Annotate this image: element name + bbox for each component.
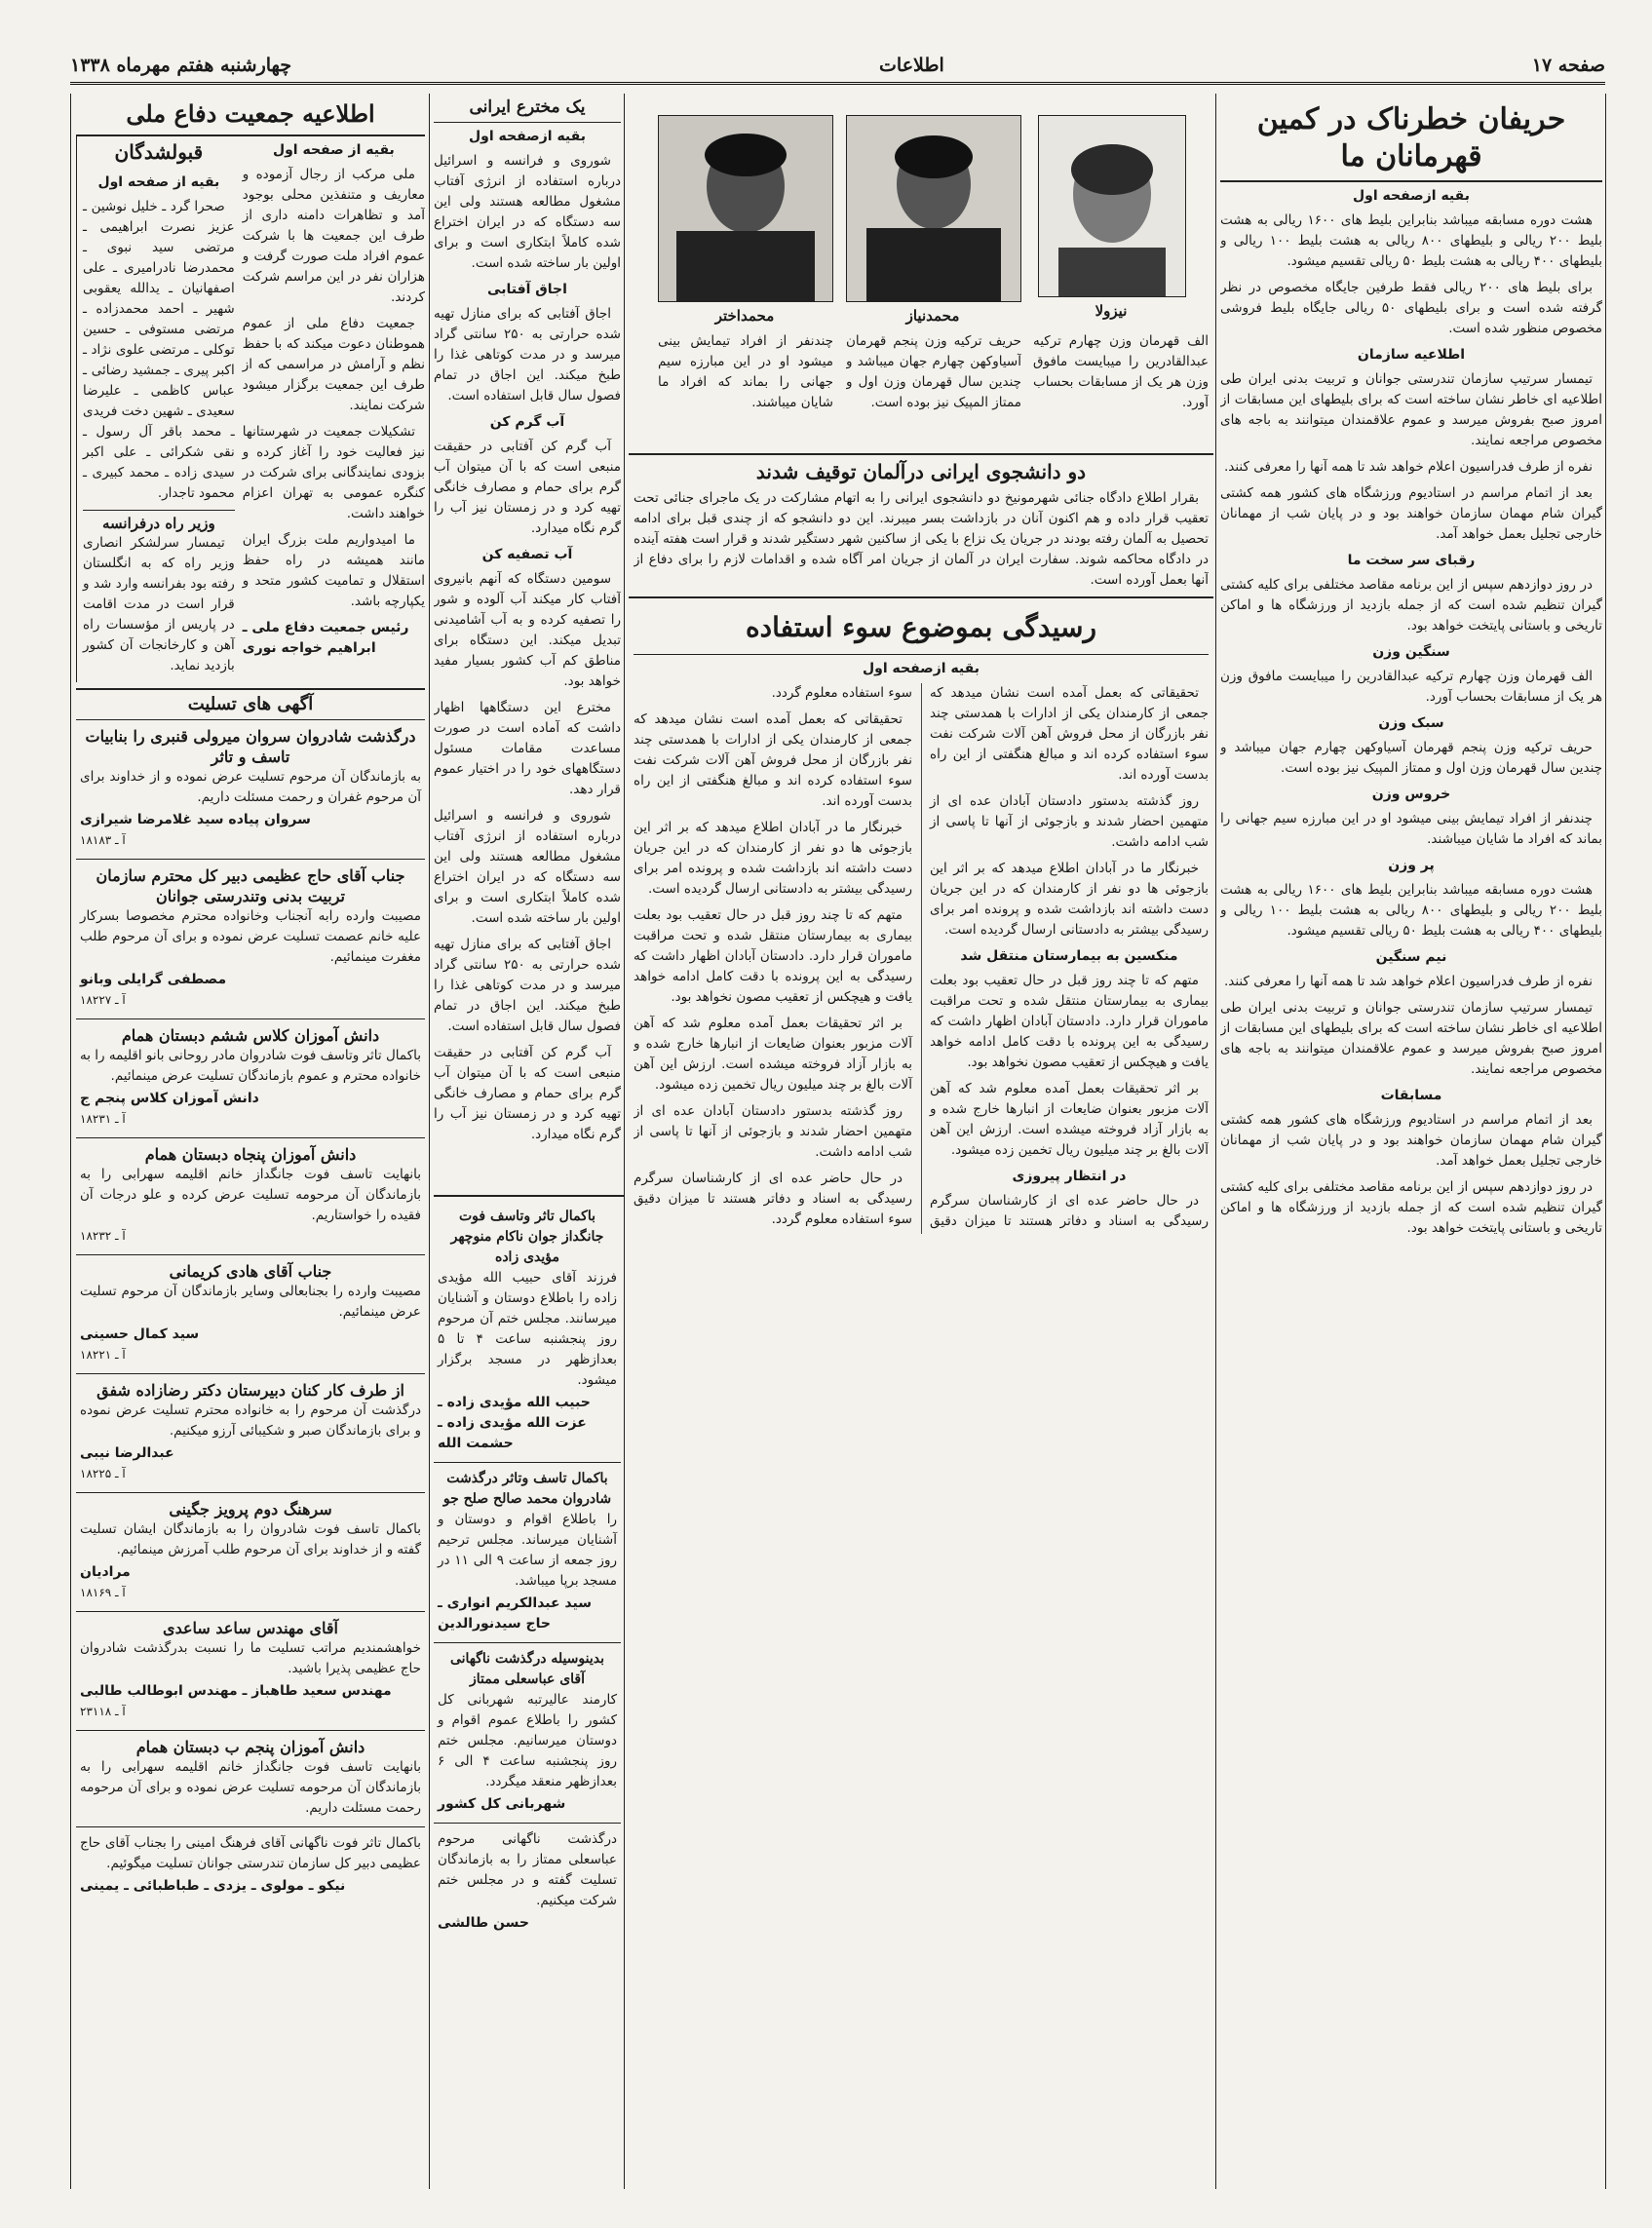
- notice: [434, 1201, 621, 1463]
- notice-text: درگذشت ناگهانی مرحوم عباسعلی ممتاز را به بازماندگان تسلیت گفته و در مجلس ختم شرکت میکنیم.: [438, 1831, 617, 1908]
- sports-subhead: اطلاعیه سازمان: [1357, 347, 1466, 363]
- divider: [629, 596, 1213, 598]
- accepted-names: صحرا گرد ـ خلیل نوشین ـ عزیز نصرت ابراهیمی ـ مرتضی سید نبوی ـ محمدرضا نادرامیری ـ علی اصفهانیان ـ یدالله یعقوبی شهیر ـ احمد محمدزاده ـ مرتضی مستوفی ـ حسین توکلی ـ مرتضی علوی نژاد ـ اکبر پیری ـ جمشید رضائی ـ عباس کاظمی ـ علیرضا سعیدی ـ شهین دخت فریدی ـ محمد باقر آل رسول ـ نقی شکرائی ـ علی اکبر سیدی زاده ـ محمد کبیری ـ محمود تاجدار.: [83, 199, 235, 501]
- wrestler-portrait-icon: [659, 116, 832, 301]
- left-column: [76, 94, 425, 2189]
- invention-subhead: آب تصفیه کن: [481, 547, 573, 563]
- abuse-paragraph: روز گذشته بدستور دادستان آبادان عده ای از متهمین احضار شدند و بازجوئی از آنها تا پاسی از شب ادامه داشت.: [634, 1103, 912, 1160]
- notice-signature: عبدالرضا نیبی: [80, 1445, 174, 1462]
- abuse-paragraph: تحقیقاتی که بعمل آمده است نشان میدهد که جمعی از کارمندان یکی از ادارات با همدستی چند نفر بازرگان از محل فروش آهن آلات شرکت نفت سوء استفاده کرده اند و مبالغ هنگفتی از این راه بدست آورده اند.: [634, 711, 912, 809]
- notice: [434, 1463, 621, 1643]
- invention-paragraph: اجاق آفتابی که برای منازل تهیه شده حرارتی به ۲۵۰ سانتی گراد میرسد و در مدت کوتاهی غذا را طبخ میکند. این اجاق در تمام فصول سال قابل استفاده است.: [434, 306, 621, 404]
- caption-text: الف قهرمان وزن چهارم ترکیه عبدالقادرین را میبایست مافوق وزن هر یک از مسابقات بحساب آورد.: [1033, 333, 1209, 410]
- notice-code: آ ـ ۱۸۱۶۹: [80, 1586, 126, 1600]
- abuse-paragraph: متهم که تا چند روز قبل در حال تعقیب بود بعلت بیماری به بیمارستان منتقل شده و تحت مراقبت ماموران قرار دارد. دادستان آبادان اظهار داشت که رسیدگی به این پرونده با دقت کامل ادامه خواهد یافت و هیچکس از تعقیب مصون نخواهد بود.: [634, 907, 912, 1005]
- abuse-paragraph: بر اثر تحقیقات بعمل آمده معلوم شد که آهن آلات مزبور بعنوان ضایعات از انبارها خارج شده و به بازار آزاد فروخته میشده است. ارزش این آهن آلات بالغ بر چند میلیون ریال تخمین زده میشود.: [930, 1081, 1209, 1158]
- notice-title: از طرف کار کنان دبیرستان دکتر رضازاده شفق: [96, 1381, 404, 1401]
- sports-paragraph: بعد از اتمام مراسم در استادیوم ورزشگاه های کشور همه کشتی گیران شام مهمان سازمان خواهند بود و در پایان شب از مهمانان خارجی تجلیل بعمل خواهد آمد.: [1220, 1112, 1602, 1169]
- paper-name: اطلاعات: [879, 55, 944, 76]
- defense-paragraph: جمعیت دفاع ملی از عموم هموطنان دعوت میکند که با حفظ نظم و آرامش در مراسمی که از طرف این جمعیت برگزار میشود شرکت نمایند.: [242, 316, 425, 413]
- defense-paragraph: ملی مرکب از رجال آزموده و معاریف و متنفذین محلی بوجود آمد و تظاهرات دامنه داری از طرف این جمعیت ها با شرکت عموم افراد ملت صورت گرفت و هزاران نفر در این مراسم شرکت کردند.: [242, 167, 425, 305]
- sports-paragraph: نفره از طرف فدراسیون اعلام خواهد شد تا همه آنها را معرفی کنند.: [1223, 459, 1593, 475]
- notice-text: باکمال تاثر فوت ناگهانی آقای فرهنگ امینی را بجناب آقای حاج عظیمی دبیر کل سازمان تندرستی جوانان تسلیت میگوئیم.: [80, 1835, 421, 1872]
- abuse-subhead: منکسین به بیمارستان منتقل شد: [960, 948, 1178, 964]
- abuse-paragraph: در حال حاضر عده ای از کارشناسان سرگرم رسیدگی به اسناد و دفاتر هستند تا میزان دقیق سوء استفاده معلوم گردد.: [634, 1171, 912, 1227]
- invention-subhead: اجاق آفتابی: [487, 282, 567, 298]
- invention-continuation: بقیه ازصفحه اول: [469, 129, 586, 145]
- notice-signature: حسن طالشی: [438, 1915, 529, 1931]
- notice-signature: حبیب الله مؤیدی زاده ـ عزت الله مؤیدی زاده ـ حشمت الله: [438, 1395, 591, 1451]
- abuse-paragraph: روز گذشته بدستور دادستان آبادان عده ای از متهمین احضار شدند و بازجوئی از آنها تا پاسی از شب ادامه داشت.: [930, 793, 1209, 850]
- sports-paragraph: هشت دوره مسابقه میباشد بنابراین بلیط های ۱۶۰۰ ریالی به هشت بلیط ۲۰۰ ریالی و بلیطهای ۸۰۰ ریالی به هشت بلیط ۱۰۰ ریالی و بلیطهای ۴۰۰ ریالی به هشت بلیط ۵۰ ریالی تقسیم میشود.: [1220, 882, 1602, 939]
- notice-title: جناب آقای حاج عظیمی دبیر کل محترم سازمان تربیت بدنی وتندرستی جوانان: [96, 866, 405, 906]
- notice-code: آ ـ ۱۸۲۲۵: [80, 1467, 126, 1481]
- notice-text: باکمال تاثر وتاسف فوت شادروان مادر روحانی بانو اقلیمه را به خانواده محترم و عموم بازماندگان تسلیت عرض مینمائیم.: [79, 1048, 421, 1085]
- notice-title: جناب آقای هادی کریمانی: [169, 1262, 332, 1282]
- arrest-headline: دو دانشجوی ایرانی درآلمان توقیف شدند: [755, 460, 1087, 483]
- notice-code: آ ـ ۱۸۲۳۱: [80, 1112, 126, 1127]
- condolence-notice: [76, 1493, 425, 1612]
- condolence-notice: [76, 1255, 425, 1374]
- divider: [629, 453, 1213, 455]
- page-number: صفحه ۱۷: [1531, 55, 1605, 76]
- notice-signature: مصطفی گرایلی وبانو: [80, 972, 227, 988]
- sports-subhead: سنگین وزن: [1372, 644, 1450, 660]
- notice-title: سرهنگ دوم پرویز جگینی: [169, 1500, 332, 1519]
- notice-title: آقای مهندس ساعد ساعدی: [163, 1619, 338, 1638]
- sports-paragraph: در روز دوازدهم سپس از این برنامه مقاصد مختلفی برای کلیه کشتی گیران تنظیم شده است که از جمله بازدید از ورزشگاه ها و اماکن تاریخی و باستانی پایتخت خواهد بود.: [1220, 577, 1602, 634]
- invention-paragraph: شوروی و فرانسه و اسرائیل درباره استفاده از انرژی آفتاب مشغول مطالعه هستند ولی این سه دستگاه که در ایران اختراع شده کاملاً ابتکاری است و برای اولین بار ساخته شده است.: [434, 808, 621, 927]
- sports-column: [1220, 94, 1602, 2189]
- column-rule: [70, 94, 71, 2189]
- abuse-paragraph: در حال حاضر عده ای از کارشناسان سرگرم رسیدگی به اسناد و دفاتر هستند تا میزان دقیق سوء استفاده معلوم گردد.: [771, 685, 1209, 1229]
- sports-paragraph: هشت دوره مسابقه میباشد بنابراین بلیط های ۱۶۰۰ ریالی به هشت بلیط ۲۰۰ ریالی و بلیطهای ۸۰۰ ریالی به هشت بلیط ۱۰۰ ریالی و بلیطهای ۴۰۰ ریالی به هشت بلیط ۵۰ ریالی تقسیم میشود.: [1220, 212, 1602, 269]
- notice-title: باکمال تاسف وتاثر درگذشت شادروان محمد صالح صلح جو: [442, 1471, 612, 1507]
- notice-signature: مهندس سعید طاهباز ـ مهندس ابوطالب طالبی: [80, 1683, 392, 1700]
- notice-code: آ ـ ۱۸۲۳۲: [80, 1229, 126, 1244]
- notice-signature: نیکو ـ مولوی ـ یزدی ـ طباطبائی ـ یمینی: [80, 1878, 346, 1895]
- notice-code: آ ـ ۲۳۱۱۸: [80, 1705, 126, 1719]
- condolence-notice: [76, 1138, 425, 1255]
- notice-text: باکمال تاسف فوت شادروان را به بازماندگان ایشان تسلیت گفته و از خداوند برای آن مرحوم طلب آمرزش مینمائیم.: [80, 1521, 421, 1558]
- page-header: [70, 49, 1605, 85]
- accepted-continuation: بقیه از صفحه اول: [97, 174, 220, 190]
- sports-paragraph: حریف ترکیه وزن پنجم قهرمان آسیاوکهن چهارم جهان میباشد و چندین سال قهرمان وزن اول و ممتاز المپیک نیز بوده است.: [1220, 740, 1602, 776]
- wrestler-photo: [846, 115, 1021, 302]
- sports-subhead: رقبای سر سخت ما: [1347, 553, 1476, 568]
- notice-code: آ ـ ۱۸۲۲۱: [80, 1348, 126, 1363]
- sports-paragraph: برای بلیط های ۲۰۰ ریالی فقط طرفین جایگاه مخصوص در نظر گرفته شده است و برای بلیطهای ۵۰ ریالی جایگاه بلیط فروشی مخصوص منظور شده است.: [1220, 280, 1602, 336]
- minister-body: تیمسار سرلشکر انصاری وزیر راه که به انگلستان رفته بود بفرانسه وارد شد و قرار است در مدت اقامت در پاریس از مؤسسات راه آهن و کارخانجات آن کشور بازدید نماید.: [83, 534, 235, 673]
- notice-title: دانش آموزان کلاس ششم دبستان همام: [121, 1026, 380, 1046]
- abuse-paragraph: خبرنگار ما در آبادان اطلاع میدهد که بر اثر این بازجوئی ها دو نفر از کارمندان که در این جریان دست داشته اند بازداشت شده و پرونده امر برای رسیدگی بیشتر به دادستانی ارسال گردیده است.: [634, 820, 912, 897]
- invention-paragraph: سومین دستگاه که آنهم بانیروی آفتاب کار میکند آب آلوده و شور را تصفیه کرده و به آب آشامیدنی تبدیل میکند. این دستگاه برای مناطق کم آب کشور بسیار مفید خواهد بود.: [434, 571, 621, 690]
- middle-notices: [434, 1201, 621, 2189]
- abuse-subhead: در انتظار پیروزی: [1012, 1169, 1127, 1184]
- notice-text: را باطلاع اقوام و دوستان و آشنایان میرساند. مجلس ترحیم روز جمعه از ساعت ۹ الی ۱۱ در مسجد برپا میباشد.: [438, 1512, 617, 1589]
- sports-paragraph: نفره از طرف فدراسیون اعلام خواهد شد تا همه آنها را معرفی کنند.: [1223, 974, 1593, 989]
- sports-subhead: نیم سنگین: [1375, 949, 1447, 965]
- sports-paragraph: در روز دوازدهم سپس از این برنامه مقاصد مختلفی برای کلیه کشتی گیران تنظیم شده است که از جمله بازدید از ورزشگاه ها و اماکن تاریخی و باستانی پایتخت خواهد بود.: [1220, 1179, 1602, 1236]
- condolences-title: آگهی های تسلیت: [76, 688, 425, 721]
- notice-signature: سروان پیاده سید غلامرضا شیرازی: [80, 812, 311, 828]
- condolence-notice: [76, 720, 425, 860]
- column-rule: [1605, 94, 1606, 2189]
- abuse-paragraph: تحقیقاتی که بعمل آمده است نشان میدهد که جمعی از کارمندان یکی از ادارات با همدستی چند نفر بازرگان از محل فروش آهن آلات شرکت نفت سوء استفاده کرده اند و مبالغ هنگفتی از این راه بدست آورده اند.: [930, 685, 1209, 783]
- notice-title: باکمال تاثر وتاسف فوت جانگداز جوان ناکام منوچهر مؤیدی زاده: [450, 1209, 604, 1265]
- defense-paragraph: ما امیدواریم ملت بزرگ ایران مانند همیشه در راه حفظ استقلال و تمامیت کشور متحد و یکپارچه باشد.: [242, 532, 425, 609]
- notice-text: کارمند عالیرتبه شهربانی کل کشور را باطلاع عموم اقوام و دوستان میرسانیم. مجلس ختم روز پنجشنبه ساعت ۴ الی ۶ بعدازظهر منعقد میگردد.: [438, 1692, 617, 1789]
- sports-subhead: پر وزن: [1388, 858, 1435, 873]
- invention-paragraph: آب گرم کن آفتابی در حقیقت منبعی است که با آن میتوان آب گرم برای حمام و مصارف خانگی تهیه کرد و در زمستان نیز آب را گرم نگاه میدارد.: [434, 1045, 621, 1143]
- defense-text: [243, 136, 425, 682]
- sports-paragraph: تیمسار سرتیپ سازمان تندرستی جوانان و تربیت بدنی ایران طی اطلاعیه ای خاطر نشان ساخته است که برای بلیطهای این مسابقات از امروز صبح بفروش میرسد و عموم علاقمندان میتوانند به باجه های مخصوص مراجعه نمایند.: [1220, 1000, 1602, 1077]
- notice-signature: سید کمال حسینی: [80, 1326, 200, 1343]
- column-rule: [429, 94, 430, 2189]
- invention-headline: یک مخترع ایرانی: [434, 94, 621, 123]
- caption-text: چندنفر از افراد تیمایش بینی میشود او در این مبارزه سیم جهانی را بماند که افراد ما شایان میباشند.: [658, 333, 833, 410]
- invention-paragraph: شوروی و فرانسه و اسرائیل درباره استفاده از انرژی آفتاب مشغول مطالعه هستند ولی این سه دستگاه که در ایران اختراع شده کاملاً ابتکاری است و برای اولین بار ساخته شده است.: [434, 153, 621, 272]
- notice-title: دانش آموزان پنجم ب دبستان همام: [135, 1738, 365, 1757]
- invention-subhead: آب گرم کن: [489, 414, 565, 431]
- caption-text: حریف ترکیه وزن پنجم قهرمان آسیاوکهن چهارم جهان میباشد و چندین سال قهرمان وزن اول و ممتاز المپیک نیز بوده است.: [846, 333, 1021, 410]
- condolence-notice: [76, 1019, 425, 1138]
- column-rule: [1215, 94, 1216, 2189]
- notice-signature: مرادیان: [80, 1564, 131, 1581]
- abuse-story: [634, 602, 1209, 2189]
- wrestler-portrait-icon: [847, 116, 1020, 301]
- minister-headline: وزیر راه درفرانسه: [83, 510, 235, 533]
- abuse-columns: [634, 683, 1209, 1234]
- sports-subhead: مسابقات: [1380, 1088, 1442, 1103]
- notice-title: بدینوسیله درگذشت ناگهانی آقای عباسعلی ممتاز: [449, 1651, 605, 1687]
- notice-text: فرزند آقای حبیب الله مؤیدی زاده را باطلاع دوستان و آشنایان میرسانند. مجلس ختم آن مرحوم روز پنجشنبه ساعت ۴ تا ۵ بعدازظهر در مسجد برگزار میشود.: [438, 1270, 617, 1388]
- wrestler-portrait-icon: [1039, 116, 1185, 296]
- notice-signature: دانش آموزان کلاس پنجم ج: [80, 1091, 259, 1107]
- sports-paragraph: چندنفر از افراد تیمایش بینی میشود او در این مبارزه سیم جهانی را بماند که افراد ما شایان میباشند.: [1220, 811, 1602, 847]
- defense-block: [76, 136, 425, 682]
- condolence-notice: [76, 860, 425, 1019]
- invention-paragraph: مخترع این دستگاهها اظهار داشت که آماده است در صورت مساعدت مقامات مسئول دستگاههای خود را در اختیار عموم قرار دهد.: [434, 700, 621, 798]
- abuse-headline: رسیدگی بموضوع سوء استفاده: [634, 602, 1209, 655]
- arrest-body: بقرار اطلاع دادگاه جنائی شهرمونیخ دو دانشجوی ایرانی را به اتهام مشارکت در یک ماجرای جنائی تحت تعقیب قرار داده و هم اکنون آنان در بازداشت بسر میبرند. این دو دانشجو که از چندی قبل برای ادامه تحصیل به آلمان رفته بودند در جریان یک نزاع با یکی از ساکنین شهر دستگیر شدند و قرار است هفته آینده در دادگاه محاکمه شوند. سفارت ایران در آلمان از جریان امر آگاه شده و اقدامات لازم را برای دفاع از آنها بعمل آورده است.: [634, 490, 1209, 588]
- abuse-continuation: بقیه ازصفحه اول: [863, 661, 980, 676]
- invention-paragraph: آب گرم کن آفتابی در حقیقت منبعی است که با آن میتوان آب گرم برای حمام و مصارف خانگی تهیه کرد و در زمستان نیز آب را گرم نگاه میدارد.: [434, 439, 621, 537]
- accepted-block: [76, 136, 235, 682]
- sports-headline: حریفان خطرناک در کمین قهرمانان ما: [1220, 94, 1602, 182]
- condolence-notice: [76, 1827, 425, 1904]
- photo-caption: محمداختر: [714, 307, 775, 325]
- sports-paragraph: تیمسار سرتیپ سازمان تندرستی جوانان و تربیت بدنی ایران طی اطلاعیه ای خاطر نشان ساخته است که برای بلیطهای این مسابقات از امروز صبح بفروش میرسد و عموم علاقمندان میتوانند به باجه های مخصوص مراجعه نمایند.: [1220, 371, 1602, 448]
- notice-signature: سید عبدالکریم انواری ـ حاج سیدنورالدین: [438, 1595, 593, 1632]
- column-rule: [624, 94, 625, 2189]
- abuse-paragraph: خبرنگار ما در آبادان اطلاع میدهد که بر اثر این بازجوئی ها دو نفر از کارمندان که در این جریان دست داشته اند بازداشت شده و پرونده امر برای رسیدگی بیشتر به دادستانی ارسال گردیده است.: [930, 861, 1209, 938]
- notice-text: بانهایت تاسف فوت جانگداز خانم اقلیمه سهرابی را به بازماندگان آن مرحومه تسلیت عرض نموده و برای آن مرحومه رحمت مسئلت داریم.: [80, 1759, 421, 1817]
- sports-subhead: خروس وزن: [1371, 787, 1451, 802]
- invention-column: [434, 94, 621, 1190]
- divider: [434, 1195, 624, 1197]
- condolence-notice: [76, 1612, 425, 1731]
- invention-paragraph: اجاق آفتابی که برای منازل تهیه شده حرارتی به ۲۵۰ سانتی گراد میرسد و در مدت کوتاهی غذا را طبخ میکند. این اجاق در تمام فصول سال قابل استفاده است.: [434, 937, 621, 1035]
- notice-code: آ ـ ۱۸۱۸۳: [80, 833, 126, 848]
- condolence-notice: [76, 1374, 425, 1493]
- sports-paragraph: الف قهرمان وزن چهارم ترکیه عبدالقادرین را میبایست مافوق وزن هر یک از مسابقات بحساب آورد.: [1220, 669, 1602, 705]
- notice-signature: شهربانی کل کشور: [438, 1796, 566, 1812]
- notice-title: دانش آموزان پنجاه دبستان همام: [144, 1145, 357, 1165]
- notice-text: مصیبت وارده را بجنابعالی وسایر بازماندگان آن مرحوم تسلیت عرض مینمائیم.: [80, 1284, 421, 1321]
- defense-headline: اطلاعیه جمعیت دفاع ملی: [76, 94, 425, 136]
- defense-signature: رئیس جمعیت دفاع ملی ـ ابراهیم خواجه نوری: [242, 620, 409, 656]
- wrestler-photo: [658, 115, 833, 302]
- sports-paragraph: بعد از اتمام مراسم در استادیوم ورزشگاه های کشور همه کشتی گیران شام مهمان سازمان خواهند بود و در پایان شب از مهمانان خارجی تجلیل بعمل خواهد آمد.: [1220, 485, 1602, 542]
- abuse-paragraph: متهم که تا چند روز قبل در حال تعقیب بود بعلت بیماری به بیمارستان منتقل شده و تحت مراقبت ماموران قرار دارد. دادستان آبادان اظهار داشت که رسیدگی به این پرونده با دقت کامل ادامه خواهد یافت و هیچکس از تعقیب مصون نخواهد بود.: [930, 973, 1209, 1070]
- defense-continuation: بقیه از صفحه اول: [272, 142, 395, 158]
- abuse-paragraph: بر اثر تحقیقات بعمل آمده معلوم شد که آهن آلات مزبور بعنوان ضایعات از انبارها خارج شده و به بازار آزاد فروخته میشده است. ارزش این آهن آلات بالغ بر چند میلیون ریال تخمین زده میشود.: [634, 1016, 912, 1093]
- notice-text: بانهایت تاسف فوت جانگداز خانم اقلیمه سهرابی را به بازماندگان آن مرحومه تسلیت عرض کرده و علو درجات آن فقیده را خواستاریم.: [80, 1167, 421, 1224]
- notice-text: درگذشت آن مرحوم را به خانواده محترم تسلیت عرض نموده و برای بازماندگان صبر و شکیبائی آرزو میکنیم.: [80, 1402, 421, 1440]
- arrest-story: [634, 460, 1209, 592]
- sports-subhead: سبک وزن: [1378, 715, 1444, 731]
- sports-continuation: بقیه ازصفحه اول: [1353, 188, 1470, 204]
- condolence-notice: [76, 1731, 425, 1827]
- wrestler-photo: [1038, 115, 1186, 297]
- notice-text: خواهشمندیم مراتب تسلیت ما را نسبت بدرگذشت شادروان حاج عظیمی پذیرا باشید.: [80, 1640, 421, 1677]
- notice-text: به بازماندگان آن مرحوم تسلیت عرض نموده و از خداوند برای آن مرحوم غفران و رحمت مسئلت داریم.: [80, 769, 421, 806]
- notice: [434, 1643, 621, 1824]
- notice: [434, 1824, 621, 1941]
- issue-date: چهارشنبه هفتم مهرماه ۱۳۳۸: [70, 55, 292, 76]
- notice-title: درگذشت شادروان سروان میرولی قنبری را بنابیات تاسف و تاثر: [85, 727, 416, 767]
- notice-code: آ ـ ۱۸۲۲۷: [80, 993, 126, 1008]
- photo-caption: محمدنیاز: [905, 307, 960, 325]
- notice-text: مصیبت وارده رابه آنجناب وخانواده محترم مخصوصا بسرکار علیه خانم عصمت تسلیت عرض نموده و برای آن مرحوم طلب مغفرت مینمائیم.: [80, 908, 421, 966]
- defense-paragraph: تشکیلات جمعیت در شهرستانها نیز فعالیت خود را آغاز کرده و بزودی نمایندگانی برای شرکت در کنگره عمومی به تهران اعزام خواهند داشت.: [242, 424, 425, 521]
- accepted-headline: قبولشدگان: [114, 140, 204, 164]
- photo-caption: نیزولا: [1095, 302, 1128, 320]
